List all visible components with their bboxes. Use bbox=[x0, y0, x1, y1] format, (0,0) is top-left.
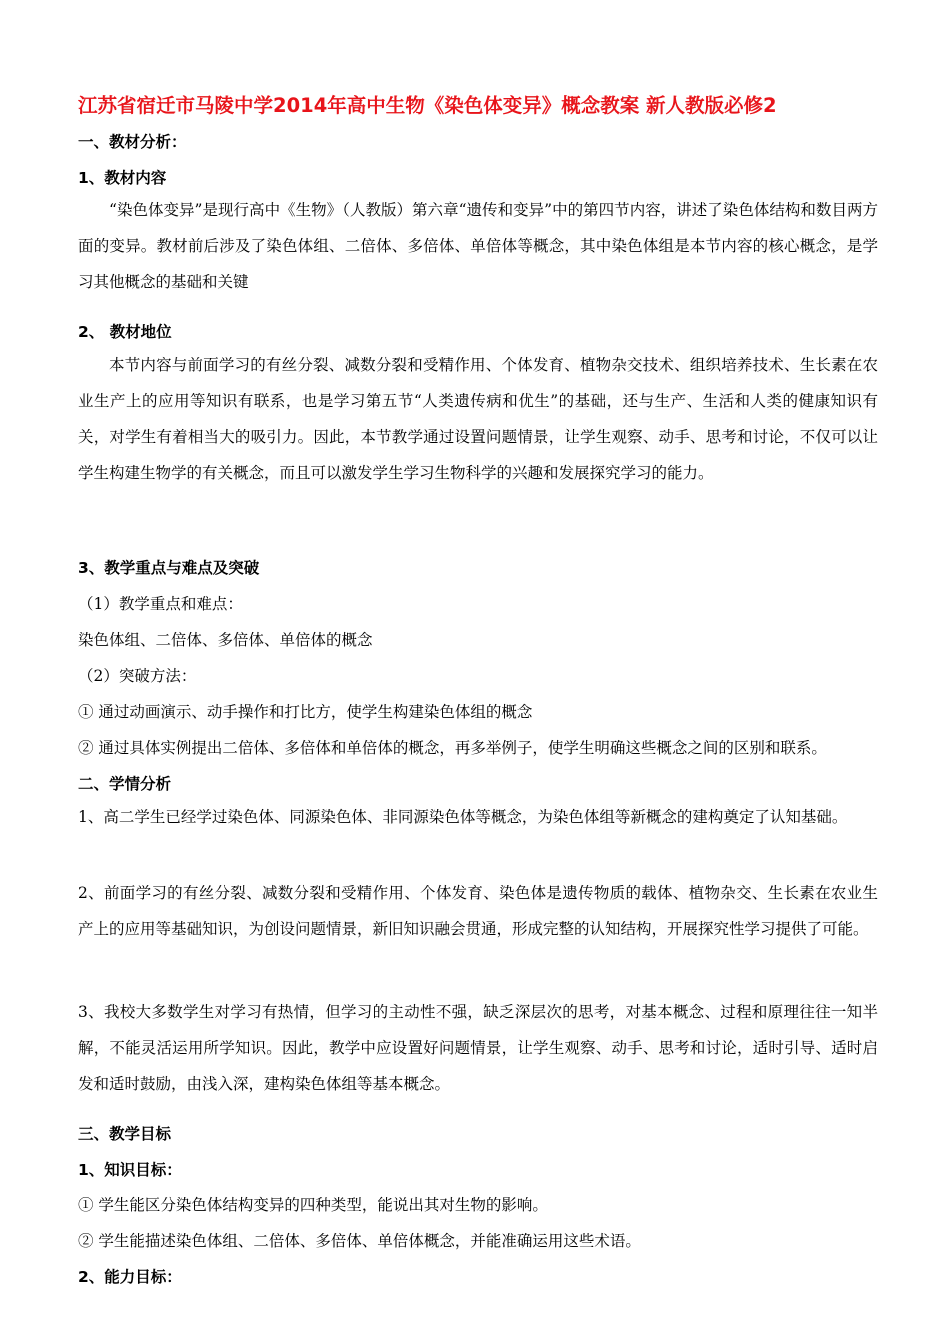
section-1-2-paragraph: 本节内容与前面学习的有丝分裂、减数分裂和受精作用、个体发育、植物杂交技术、组织培养技术、生长素在农业生产上的应用等知识有联系，也是学习第五节“人类遗传病和优生”的基础，还与生产、生活和人类的健康知识有关，对学生有着相当大的吸引力。因此，本节教学通过设置问题情景，让学生观察、动手、思考和讨论，不仅可以让学生构建生物学的有关概念，而且可以激发学生学习生物科学的兴趣和发展探究学习的能力。 bbox=[78, 356, 878, 482]
section-3-heading: 三、教学目标 bbox=[78, 1125, 172, 1143]
section-3-1-item2: ② 学生能描述染色体组、二倍体、多倍体、单倍体概念，并能准确运用这些术语。 bbox=[78, 1232, 641, 1250]
section-1-3-item2: ② 通过具体实例提出二倍体、多倍体和单倍体的概念，再多举例子，使学生明确这些概念之间的区别和联系。 bbox=[78, 739, 827, 757]
section-1-1-paragraph: “染色体变异”是现行高中《生物》（人教版）第六章“遗传和变异”中的第四节内容，讲述了染色体结构和数目两方面的变异。教材前后涉及了染色体组、二倍体、多倍体、单倍体等概念，其中染色体组是本节内容的核心概念，是学习其他概念的基础和关键 bbox=[78, 201, 878, 291]
document-title: 江苏省宿迁市马陵中学2014年高中生物《染色体变异》概念教案 新人教版必修2 bbox=[78, 94, 777, 117]
section-1-3-sub1: （1）教学重点和难点： bbox=[78, 595, 243, 613]
section-2-paragraph-1: 1、高二学生已经学过染色体、同源染色体、非同源染色体等概念，为染色体组等新概念的建构奠定了认知基础。 bbox=[78, 808, 848, 826]
section-1-1-heading: 1、教材内容 bbox=[78, 169, 167, 187]
section-3-2-heading: 2、能力目标： bbox=[78, 1268, 182, 1286]
section-3-1-item1: ① 学生能区分染色体结构变异的四种类型，能说出其对生物的影响。 bbox=[78, 1196, 548, 1214]
section-2-paragraph-3: 3、我校大多数学生对学习有热情，但学习的主动性不强，缺乏深层次的思考，对基本概念、过程和原理往往一知半解，不能灵活运用所学知识。因此，教学中应设置好问题情景，让学生观察、动手、思考和讨论，适时引导、适时启发和适时鼓励，由浅入深，建构染色体组等基本概念。 bbox=[78, 1003, 878, 1093]
section-1-3-sub2: （2）突破方法： bbox=[78, 667, 197, 685]
section-2-paragraph-2: 2、前面学习的有丝分裂、减数分裂和受精作用、个体发育、染色体是遗传物质的载体、植物杂交、生长素在农业生产上的应用等基础知识，为创设问题情景，新旧知识融会贯通，形成完整的认知结构，开展探究性学习提供了可能。 bbox=[78, 884, 878, 938]
section-3-1-heading: 1、知识目标： bbox=[78, 1161, 182, 1179]
section-1-3-item1: ① 通过动画演示、动手操作和打比方，使学生构建染色体组的概念 bbox=[78, 703, 533, 721]
section-1-3-sub1-text: 染色体组、二倍体、多倍体、单倍体的概念 bbox=[78, 631, 373, 649]
section-1-3-heading: 3、教学重点与难点及突破 bbox=[78, 559, 260, 577]
section-1-heading: 一、教材分析： bbox=[78, 133, 187, 151]
section-1-2-heading: 2、 教材地位 bbox=[78, 323, 172, 341]
section-2-heading: 二、学情分析 bbox=[78, 775, 172, 793]
